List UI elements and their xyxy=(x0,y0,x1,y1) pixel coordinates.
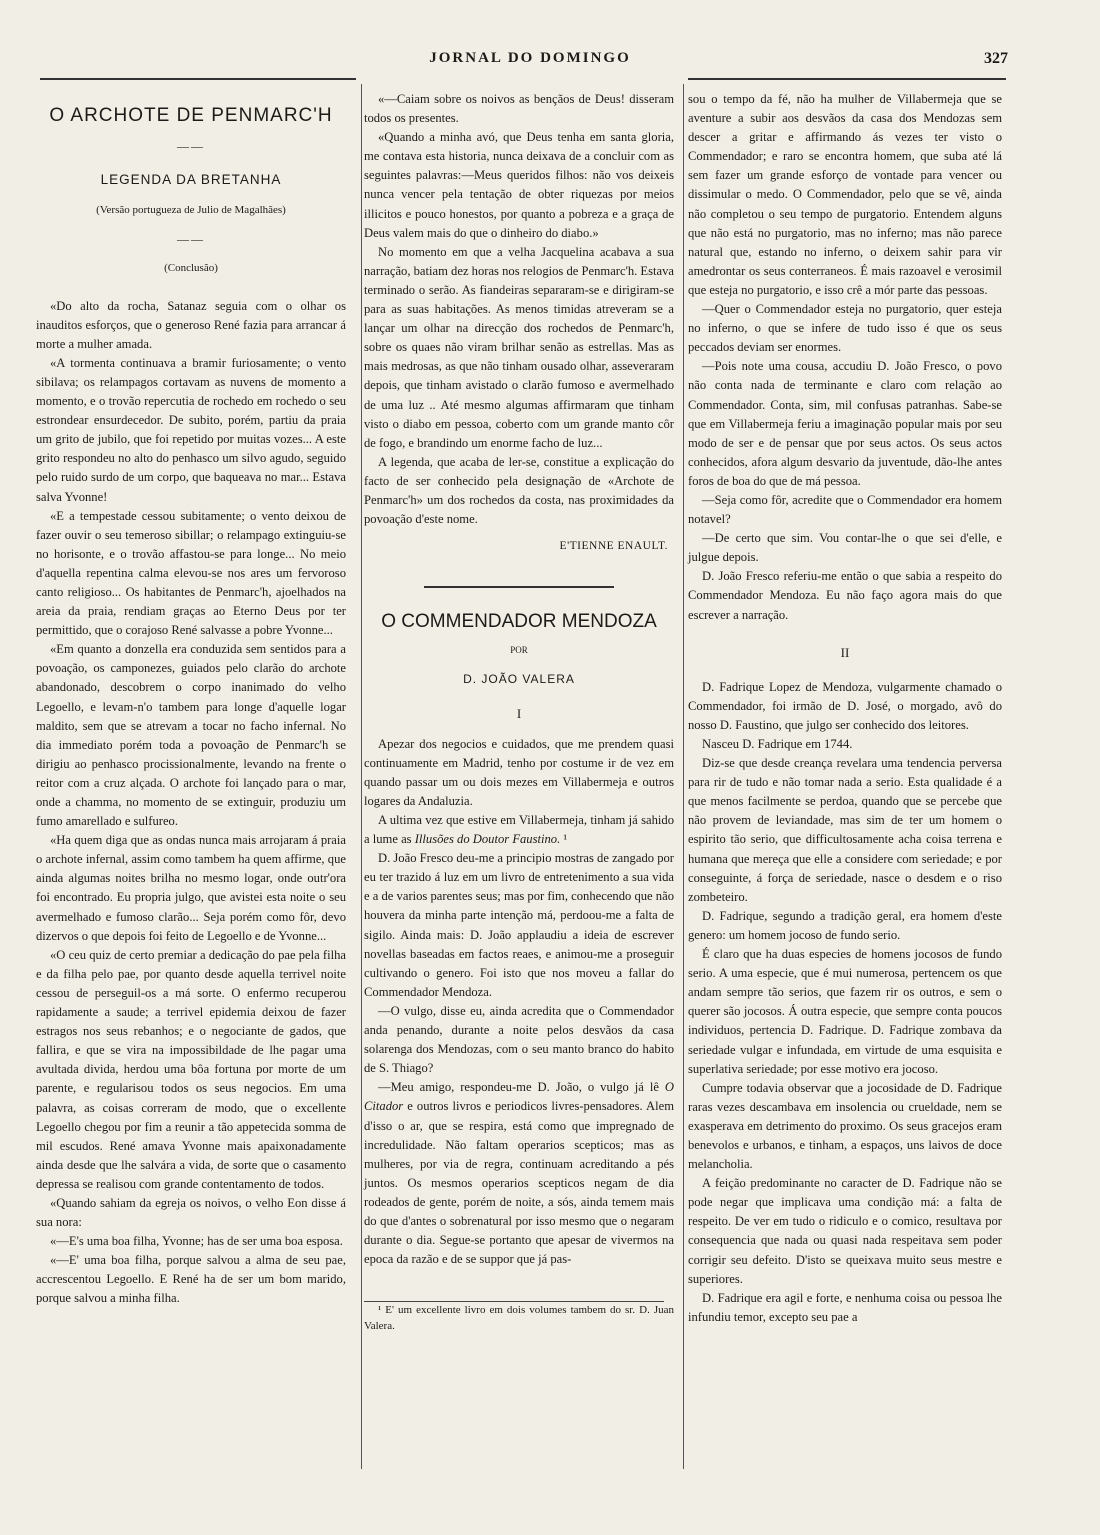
paragraph: Diz-se que desde creança revelara uma tendencia perversa para rir de tudo e não tomar nada a serio. Esta qualidade é a que menos facilmente se perdoa, quando que se percebe que não provem de leviandade, mas sim de ter um homem o espirito tão serio, que difficultosamente acha coisa terrena e humana que mereça que elle a considere com seriedade; e por conseguinte, á força de seriedade, nasce o desdem e o riso zombeteiro. xyxy=(688,756,1002,904)
header-rule-right xyxy=(688,78,1006,80)
paragraph: É claro que ha duas especies de homens jocosos de fundo serio. A uma especie, que é mui numerosa, pertencem os que andam sempre tão serios, que fazem rir os outros, e sem o querer são jocosos. Á outra especie, que sempre conta poucos individuos, pertencia D. Fadrique. D. Fadrique zombava da seriedade vulgar e infundada, em virtude de uma esquisita e superlativa seriedade; por esse motivo era jocoso. xyxy=(688,947,1002,1076)
paragraph: sou o tempo da fé, não ha mulher de Villabermeja que se aventure a subir aos desvãos da casa dos Mendozas sem descer a gritar e affirmando ás vezes ter visto o Commendador; e raro se encontra homem, que suba até lá sem fazer um grande esforço de vontade para vencer ou dissimular o medo. O Commendador, pelo que se vê, ainda não completou o seu tempo de purgatorio. Entendem alguns que não está no purgatorio, mas no inferno; mas não parece natural que, estando no inferno, o deixem sahir para vir amedrontar os seus conterraneos. É mais razoavel e verosimil que esteja no purgatorio, e isso crê a mór parte das pessoas. xyxy=(688,92,1002,297)
chapter-numeral-ii: II xyxy=(840,644,850,660)
paragraph: D. Fadrique, segundo a tradição geral, era homem d'este genero: um homem jocoso de fundo serio. xyxy=(688,908,1002,942)
paragraph: D. Fadrique era agil e forte, e nenhuma coisa ou pessoa lhe infundiu temor, excepto seu pae a xyxy=(688,1290,1002,1324)
column-2 xyxy=(364,90,674,1334)
paragraph: —Quer o Commendador esteja no purgatorio, quer esteja no inferno, o que se infere de tudo isso é que os seus peccados deviam ser enormes. xyxy=(688,302,1002,355)
paragraph: «—E's uma boa filha, Yvonne; has de ser uma boa esposa. xyxy=(50,1234,343,1249)
paragraph: Apezar dos negocios e cuidados, que me prendem quasi continuamente em Madrid, tenho por costume ir de vez em quando passar um ou dois mezes em Villabermeja e outros logares da Andaluzia. xyxy=(364,736,674,808)
footnote: ¹ E' um excellente livro em dois volumes tambem do sr. D. Juan Valera. xyxy=(364,1304,674,1333)
article-title-archote: O ARCHOTE DE PENMARC'H xyxy=(49,105,333,126)
title-dash: —— xyxy=(177,139,205,154)
article-separator xyxy=(424,586,614,588)
version-note: (Versão portugueza de Julio de Magalhães) xyxy=(96,204,286,217)
paragraph xyxy=(364,1078,674,1269)
article-subtitle: LEGENDA DA BRETANHA xyxy=(100,172,282,188)
paragraph: D. João Fresco referiu-me então o que sabia a respeito do Commendador Mendoza. Eu não faço agora mais do que escrever a narração. xyxy=(688,569,1002,622)
column-3 xyxy=(688,90,1002,1327)
paragraph: D. João Fresco deu-me a principio mostras de zangado por eu ter trazido á luz em um livro de entretenimento a sua vida e a de varios parentes seus; mas por fim, conhecendo que não houvera da minha parte intenção má, perdoou-me a falta de sigilo. Ainda mais: D. João applaudiu a ideia de escrever novellas baseadas em factos reaes, e animou-me a proseguir cultivando o genero. Foi isto que nos moveu a fallar do Commendador Mendoza. xyxy=(364,851,674,999)
paragraph: «Quando a minha avó, que Deus tenha em santa gloria, me contava esta historia, nunca deixava de a concluir com as seguintes palavras:—Meus queridos filhos: não vos deixeis nunca vencer pela tentação de obter riquezas por meios illicitos e pouco honestos, por quanto a pobreza e a graça de Deus valem mais do que o dinheiro do diabo.» xyxy=(364,130,674,240)
book-title: O Citador xyxy=(364,1080,674,1114)
conclusion-label: (Conclusão) xyxy=(164,262,218,275)
paragraph: «E a tempestade cessou subitamente; o vento deixou de fazer ouvir o seu temeroso sibillar; o relampago extinguiu-se no horisonte, e o trovão affastou-se para longe... No meio d'aquella repentina calma elevou-se nos ares um fervoroso canto religioso... Os habitantes de Penmarc'h, ajoelhados na areia da praia, rendiam graças ao Eterno Deus por ter permittido, que o corajoso René salvasse a pobre Yvonne... xyxy=(36,508,346,638)
paragraph: «Do alto da rocha, Satanaz seguia com o olhar os inauditos esforços, que o generoso René fazia para arrancar á morte a mulher amada. xyxy=(36,298,346,351)
paragraph: A legenda, que acaba de ler-se, constitue a explicação do facto de ser conhecido pela designação de «Archote de Penmarc'h» um dos rochedos da costa, nas proximidades da povoação d'este nome. xyxy=(364,454,674,527)
column-divider-1 xyxy=(361,84,362,1469)
paragraph: —O vulgo, disse eu, ainda acredita que o Commendador anda penando, durante a noite pelos desvãos da casa solarenga dos Mendozas, com o seu manto branco do habito de S. Thiago? xyxy=(364,1003,674,1076)
paragraph xyxy=(364,811,674,849)
by-label: POR xyxy=(510,645,528,656)
text-run: e outros livros e periodicos livres-pensadores. Alem d'isso o ar, que se respira, está como que impregnado de incredulidade. Não faltam operarios scepticos; mas as mulheres, por via de regra, continuam acreditando a pés juntos. Os mesmos operarios scepticos negam de dia rodeados de gente, porém de noite, a sós, ainda temem mais do que d'antes o sobrenatural por isso mesmo que o negaram durante o dia. Segue-se portanto que apesar de vivermos na epoca da razão e de se suppor que já pas- xyxy=(364,1099,674,1267)
column-divider-2 xyxy=(683,84,684,1469)
paragraph: —De certo que sim. Vou contar-lhe o que sei d'elle, e julgue depois. xyxy=(688,531,1002,565)
paragraph: «A tormenta continuava a bramir furiosamente; o vento sibilava; os relampagos cortavam as nuvens de momento a momento, e o trovão repercutia de rochedo em rochedo o seu estrondear ensurdecedor. De subito, porém, partiu da praia um grito de jubilo, que foi repetido por muitas vozes... A este grito respondeu no alto do penhasco um silvo agudo, seguido pelo ruido surdo de um corpo, que baqueava no mar... Estava salva Yvonne! xyxy=(36,355,346,504)
paragraph: «Em quanto a donzella era conduzida sem sentidos para a povoação, os camponezes, guiados pelo clarão do archote abandonado, descobrem o corpo inanimado do velho Legoello, e levam-n'o tambem para longe d'aquelle logar maldito, sem que se atrevam a tocar no facho infernal. No dia immediato porém toda a povoação de Penmarc'h se dirigiu ao penhasco procissionalmente, levando na frente o reitor com a cruz alçada. O archote foi lançado para o mar, onde a chamma, no momento de se extinguir, produziu um fumo amarellado e sulfureo. xyxy=(36,642,346,829)
paragraph: D. Fadrique Lopez de Mendoza, vulgarmente chamado o Commendador, foi irmão de D. José, o morgado, avô do nosso D. Faustino, que julgo ser conhecido dos leitores. xyxy=(688,679,1002,732)
header-rule-left xyxy=(40,78,356,80)
paragraph: «Quando sahiam da egreja os noivos, o velho Eon disse á sua nora: xyxy=(36,1195,346,1230)
column-1 xyxy=(36,90,346,1309)
subtitle-dash: —— xyxy=(177,232,205,247)
paragraph: —Seja como fôr, acredite que o Commendador era homem notavel? xyxy=(688,492,1002,527)
text-run: A ultima vez que estive em Villabermeja, tinham já sahido a lume as xyxy=(364,813,674,847)
paragraph: No momento em que a velha Jacquelina acabava a sua narração, batiam dez horas nos relogios de Penmarc'h. Estava terminado o serão. As fiandeiras separaram-se e dirigiram-se para as suas habitações. As menos timidas atreveram se a lançar um olhar na direcção dos rochedos de Penmarc'h, sobre os quaes não viram brilhar senão as estrellas. Mas as mais medrosas, as que não tinham ousado olhar, asseveraram depois, que tinham avistado o clarão fumoso e avermelhado de uma luz .. Até mesmo algumas affirmaram que tinham visto o diabo em pessoa, coberto com um grande manto côr de fogo, e brandindo um enorme facho de luz... xyxy=(364,244,674,450)
paragraph: «O ceu quiz de certo premiar a dedicação do pae pela filha e da filha pelo pae, por quanto desde aquella terrivel noite cessou de perseguil-os a má sorte. O enfermo recuperou rapidamente a saude; a terrivel epidemia deixou de fazer estragos nos seus rebanhos; e o negociante de gados, que fallira, e que se vira na impossibildade de lhe pagar uma avultada divida, herdou uma bôa fortuna por morte de um parente, e regularisou todos os seus negocios. Em uma palavra, as coisas correram de modo, que o excellente Legoello chegou por fim a reunir a tão appetecida somma de mil escudos. René amava Yvonne mais apaixonadamente ainda desde que lhe salvára a vida, de sorte que o casamento depressa se realisou com grande contentamento de todos. xyxy=(36,947,346,1191)
paragraph: Cumpre todavia observar que a jocosidade de D. Fadrique raras vezes descambava em insolencia ou crueldade, nem se exasperava em detrimento do proximo. Os seus gracejos eram benevolos e urbanos, e tinham, a espaços, uns laivos de doce melancholia. xyxy=(688,1080,1002,1172)
footnote-mark: ¹ xyxy=(560,832,568,847)
paragraph: «—E' uma boa filha, porque salvou a alma de seu pae, accrescentou Legoello. E René ha de ser um bom marido, porque salvou a minha filha. xyxy=(36,1253,346,1306)
article-title-commendador: O COMMENDADOR MENDOZA xyxy=(381,611,657,633)
signature: E'TIENNE ENAULT. xyxy=(559,540,668,553)
paragraph: A feição predominante no caracter de D. Fadrique não se pode negar que implicava uma condição má: a falta de respeito. De ver em tudo o ridiculo e o comico, resultava por consequencia que nada ou quasi nada respeitava sem poder corrigir seu defeito. D'isto se queixava muito seus mestre e superiores. xyxy=(688,1176,1002,1286)
paragraph: «Ha quem diga que as ondas nunca mais arrojaram á praia o archote infernal, assim como tambem ha quem affirme, que ainda algumas noites brilha no mesmo logar, onde outr'ora foi encontrado. Eu propria julgo, que avistei esta noite o seu avermelhado e fumoso clarão... Seja porém como fôr, devo dizervos o que depois foi feito de Legoello e de Yvonne... xyxy=(36,833,346,943)
book-title: Illusões do Doutor Faustino. xyxy=(414,832,561,847)
paragraph: «—Caiam sobre os noivos as bençãos de Deus! disseram todos os presentes. xyxy=(364,92,674,126)
chapter-numeral-i: I xyxy=(516,705,522,721)
page-number: 327 xyxy=(984,50,1008,67)
running-head: JORNAL DO DOMINGO xyxy=(429,50,631,66)
text-run: —Meu amigo, respondeu-me D. João, o vulgo já lê xyxy=(378,1080,665,1095)
paragraph: Nasceu D. Fadrique em 1744. xyxy=(702,737,853,751)
paragraph: —Pois note uma cousa, accudiu D. João Fresco, o povo não conta nada de terminante e claro com relação ao Commendador. Conta, sim, mil confusas patranhas. Sabe-se que em Villabermeja feriu a imaginação popular mais por seu modo de ser e de pensar que por seus actos. Os seus actos conhecidos, afora algum desvario da juventude, dão-lhe antes foros de boa do que de má pessoa. xyxy=(688,359,1002,488)
author-name: D. JOÃO VALERA xyxy=(463,672,575,687)
